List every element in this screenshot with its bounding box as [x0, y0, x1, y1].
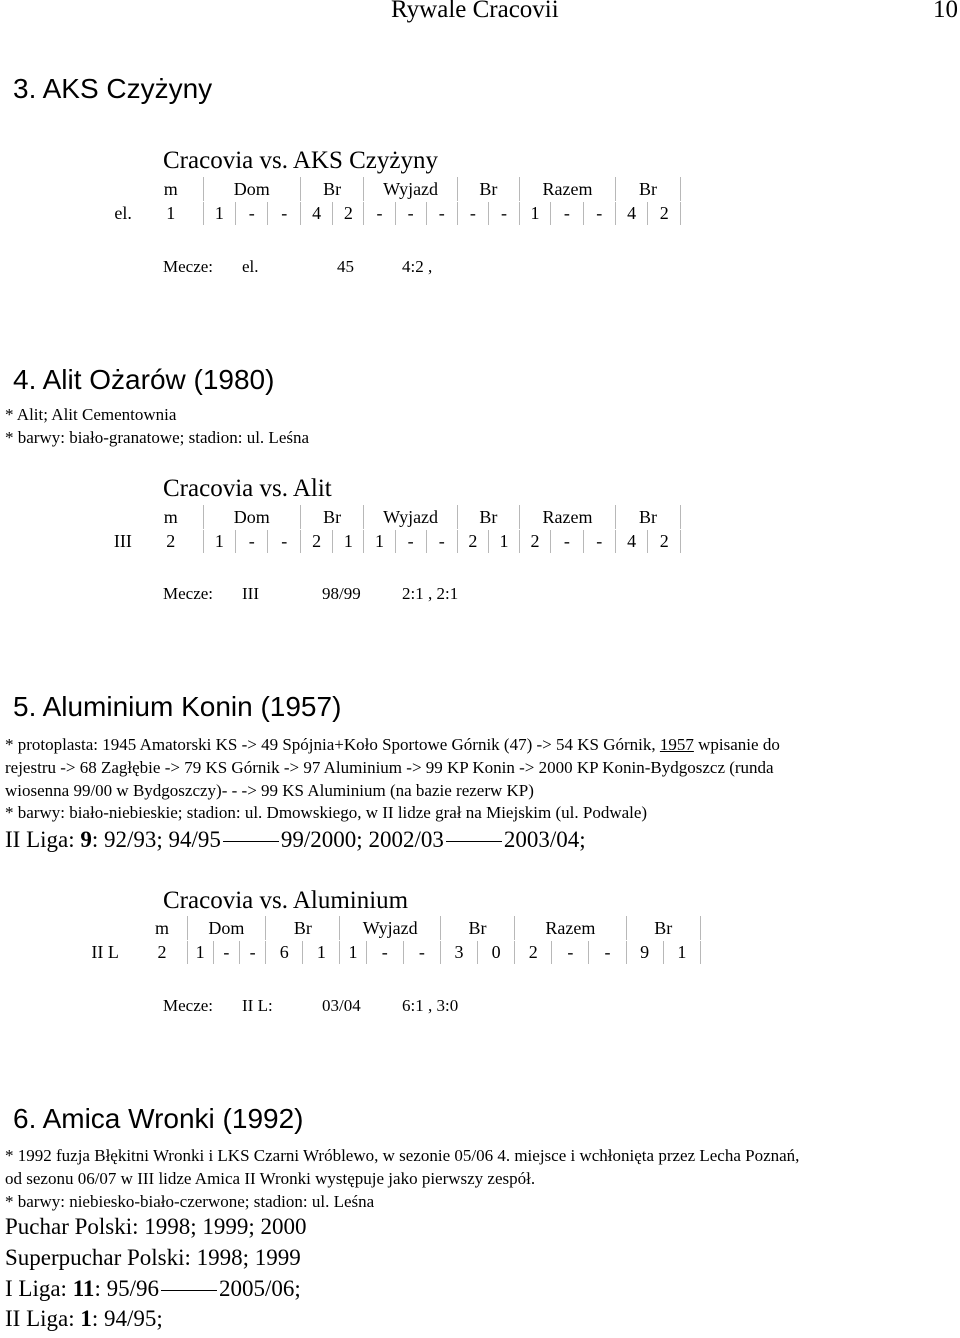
cell: 4: [615, 530, 647, 554]
cell: 2: [648, 530, 681, 554]
header-br: Br: [615, 178, 680, 202]
cell: -: [364, 202, 395, 226]
cell: -: [426, 202, 457, 226]
cell: -: [395, 530, 426, 554]
header-razem: Razem: [515, 917, 626, 941]
mecze-result: 6:1 , 3:0: [402, 996, 459, 1015]
info-line: * barwy: niebiesko-biało-czerwone; stadion: ul. Leśna: [5, 1192, 375, 1211]
liga-season: 94/95;: [104, 1306, 163, 1331]
info-line: * Alit; Alit Cementownia: [5, 405, 177, 424]
section-heading-aks: 3. AKS Czyżyny: [13, 73, 213, 104]
section-heading-aluminium: 5. Aluminium Konin (1957): [13, 691, 342, 722]
cell: -: [268, 202, 300, 226]
cell: -: [366, 941, 403, 965]
cell: -: [213, 941, 239, 965]
liga-line: [5, 827, 586, 853]
table-title-aks: Cracovia vs. AKS Czyżyny: [163, 147, 438, 174]
mecze-label: Mecze:: [163, 996, 214, 1015]
liga-name: I Liga:: [5, 1276, 73, 1301]
header-br: Br: [440, 917, 514, 941]
cell: -: [583, 202, 615, 226]
header-m: m: [138, 178, 203, 202]
mecze-league: II L:: [242, 996, 273, 1015]
cell: 1: [303, 941, 340, 965]
liga-count: 11: [72, 1276, 95, 1301]
mecze-result: 4:2 ,: [402, 257, 433, 276]
puchar-line: Puchar Polski: 1998; 1999; 2000: [5, 1214, 307, 1239]
range-dash: [223, 841, 279, 842]
cell: -: [236, 202, 268, 226]
mecze-season: 45: [337, 257, 354, 276]
header-wyjazd: Wyjazd: [364, 178, 457, 202]
liga-colon: :: [91, 1306, 104, 1331]
cell: 6: [266, 941, 303, 965]
cell: 2: [137, 941, 187, 965]
header-wyjazd: Wyjazd: [364, 506, 457, 530]
header-br: Br: [615, 506, 680, 530]
header-wyjazd: Wyjazd: [340, 917, 440, 941]
stats-table-aluminium: [73, 916, 701, 965]
range-dash: [446, 841, 502, 842]
cell: 2: [333, 202, 364, 226]
cell: -: [395, 202, 426, 226]
cell: 3: [440, 941, 477, 965]
liga-count: 1: [80, 1306, 92, 1331]
cell: 1: [340, 941, 366, 965]
cell: 4: [300, 202, 332, 226]
header-br: Br: [300, 506, 364, 530]
cell: -: [589, 941, 626, 965]
mecze-result: 2:1 , 2:1: [402, 584, 459, 603]
header-br: Br: [457, 506, 519, 530]
mecze-label: Mecze:: [163, 584, 214, 603]
table-header-row: [74, 917, 701, 941]
cell: -: [551, 202, 583, 226]
liga-season: 2005/06;: [218, 1276, 301, 1301]
liga-season: 92/93; 94/95: [104, 827, 221, 852]
info-line: [5, 735, 780, 755]
page-number: 10: [933, 0, 958, 23]
mecze-season: 03/04: [322, 996, 361, 1015]
mecze-season: 98/99: [322, 584, 361, 603]
mecze-label: Mecze:: [163, 257, 214, 276]
liga-count: 9: [80, 827, 92, 852]
cell: 2: [520, 530, 551, 554]
header-razem: Razem: [520, 178, 616, 202]
cell: 0: [478, 941, 515, 965]
table-header-row: [74, 178, 681, 202]
liga-line: [5, 1276, 301, 1302]
cell: -: [426, 530, 457, 554]
table-title-alit: Cracovia vs. Alit: [163, 475, 332, 502]
liga-line: [5, 1306, 163, 1332]
section-heading-alit: 4. Alit Ożarów (1980): [13, 364, 275, 395]
header-m: m: [137, 917, 187, 941]
cell: -: [403, 941, 440, 965]
table-header-row: [74, 506, 681, 530]
header-br: Br: [300, 178, 364, 202]
cell: 2: [457, 530, 488, 554]
league-cell: el.: [74, 202, 139, 226]
header-razem: Razem: [520, 506, 616, 530]
cell: 2: [648, 202, 681, 226]
info-line: * 1992 fuzja Błękitni Wronki i LKS Czarni Wróblewo, w sezonie 05/06 4. miejsce i wchłonięta przez Lecha Poznań,: [5, 1146, 800, 1165]
table-row: [74, 530, 681, 554]
cell: 1: [333, 530, 364, 554]
cell: 1: [488, 530, 519, 554]
league-cell: II L: [74, 941, 137, 965]
cell: -: [268, 530, 300, 554]
header-dom: Dom: [203, 506, 300, 530]
info-line: * barwy: biało-granatowe; stadion: ul. Leśna: [5, 428, 310, 447]
cell: 1: [663, 941, 700, 965]
cell: -: [236, 530, 268, 554]
cell: 1: [187, 941, 213, 965]
cell: 1: [138, 202, 203, 226]
cell: 2: [300, 530, 332, 554]
cell: 1: [203, 530, 235, 554]
header-br: Br: [626, 917, 700, 941]
header-br: Br: [457, 178, 519, 202]
info-text: wpisanie do: [693, 735, 780, 754]
liga-season: 2003/04;: [503, 827, 586, 852]
underlined-year: 1957: [659, 735, 694, 754]
info-line: wiosenna 99/00 w Bydgoszczy)- - -> 99 KS Aluminium (na bazie rezerw KP): [5, 781, 534, 800]
liga-colon: :: [94, 1276, 107, 1301]
cell: -: [552, 941, 589, 965]
header-dom: Dom: [203, 178, 300, 202]
liga-season: 95/96: [106, 1276, 159, 1301]
cell: 1: [364, 530, 395, 554]
cell: -: [551, 530, 583, 554]
cell: -: [583, 530, 615, 554]
info-line: od sezonu 06/07 w III lidze Amica II Wronki występuje jako pierwszy zespół.: [5, 1169, 536, 1188]
cell: 4: [615, 202, 647, 226]
table-row: [74, 941, 701, 965]
cell: 2: [515, 941, 552, 965]
cell: 1: [520, 202, 551, 226]
cell: -: [457, 202, 488, 226]
liga-colon: :: [91, 827, 104, 852]
info-line: * barwy: biało-niebieskie; stadion: ul. Dmowskiego, w II lidze grał na Miejskim (ul. Podwale): [5, 803, 648, 822]
stats-table-alit: [73, 505, 681, 554]
table-title-aluminium: Cracovia vs. Aluminium: [163, 887, 409, 914]
info-line: rejestru -> 68 Zagłębie -> 79 KS Górnik -> 97 Aluminium -> 99 KP Konin -> 2000 KP Konin-Bydgoszcz (runda: [5, 758, 774, 777]
header-br: Br: [266, 917, 340, 941]
league-cell: III: [74, 530, 139, 554]
table-row: [74, 202, 681, 226]
liga-season: 99/2000; 2002/03: [280, 827, 444, 852]
section-heading-amica: 6. Amica Wronki (1992): [13, 1103, 304, 1134]
cell: 9: [626, 941, 663, 965]
mecze-league: III: [242, 584, 259, 603]
header-m: m: [138, 506, 203, 530]
cell: 1: [203, 202, 235, 226]
superpuchar-line: Superpuchar Polski: 1998; 1999: [5, 1245, 301, 1270]
liga-name: II Liga:: [5, 1306, 81, 1331]
stats-table-aks: [73, 177, 681, 226]
info-text: * protoplasta: 1945 Amatorski KS -> 49 Spójnia+Koło Sportowe Górnik (47) -> 54 KS Górnik,: [5, 735, 660, 754]
running-header-title: Rywale Cracovii: [391, 0, 559, 23]
mecze-league: el.: [242, 257, 259, 276]
liga-name: II Liga:: [5, 827, 81, 852]
cell: 2: [138, 530, 203, 554]
cell: -: [488, 202, 519, 226]
header-dom: Dom: [187, 917, 266, 941]
cell: -: [239, 941, 265, 965]
range-dash: [161, 1290, 217, 1291]
